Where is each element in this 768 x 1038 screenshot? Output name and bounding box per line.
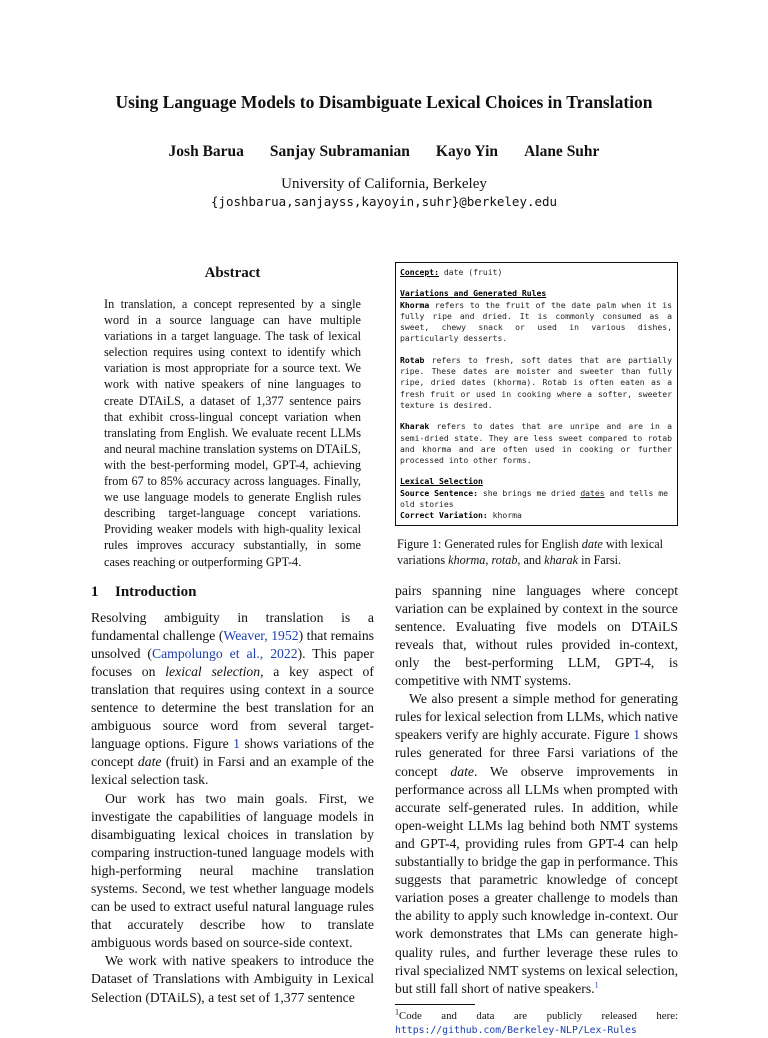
author-name: Alane Suhr [524,143,600,160]
text-run: Resolving ambiguity in translation is a fundamental challenge ( [91,609,374,643]
author-emails: {joshbarua,sanjayss,kayoyin,suhr}@berkeley.edu [210,194,558,209]
intro-paragraph-2: Our work has two main goals. First, we investigate the capabilities of language models in disambiguating lexical choices in translation by comparing instruction-tuned language models with high-performing neural machine translation systems. Second, we test whether language models can be used to extract useful natural language rules that accurately describe how to translate ambiguous words based on source-side context. [91,790,374,951]
text-run: with lexical variations [397,536,664,567]
footnote-1 [395,1009,678,1038]
text-run: (fruit) in Farsi and an example of the lexical selection task. [91,754,375,788]
footnote-number: 1 [395,1007,399,1017]
abstract-heading: Abstract [204,265,261,281]
source-label: Source Sentence: [400,487,478,498]
footnote-mark-link[interactable]: 1 [594,980,599,990]
text-run: ). This paper focuses on [91,645,375,679]
source-text: and tells me old stories [400,487,669,510]
figure-reference-link[interactable]: 1 [633,727,641,743]
text-run: , and [517,552,545,567]
emphasis: date [137,754,162,770]
rule-text: refers to fresh, soft dates that are partially ripe. These dates are moister and sweeter than fully ripe, dried dates (khorma). Rotab is often eaten as a fresh fruit or used in cooking where a softer, sweeter texture is desired. [400,354,672,410]
selection-heading: Lexical Selection [400,476,483,487]
emphasis: rotab [491,552,518,567]
right-paragraph-2 [395,690,678,998]
emphasis: kharak [544,552,579,567]
correct-variation-row [400,510,672,521]
affiliation: University of California, Berkeley [281,176,487,192]
ambiguous-word: dates [580,487,605,498]
rules-heading: Variations and Generated Rules [400,288,547,299]
text-run: in Farsi. [578,552,622,567]
footnote-text: Code and data are publicly released here: [399,1009,678,1022]
author-name: Kayo Yin [435,143,499,160]
emphasis: khorma [448,552,486,567]
correct-value: khorma [487,510,522,521]
intro-paragraph-1 [91,609,374,790]
left-column [91,262,374,1007]
rule-kharak [400,421,672,466]
right-column [395,262,678,1038]
text-run: , [485,552,492,567]
section-title: Introduction [115,583,197,600]
text-run: shows variations of the concept [91,736,374,770]
footnote-divider [395,1004,475,1005]
text-run: We also present a simple method for generating rules for lexical selection from LLMs, which native speakers verify are highly accurate. Figure [395,691,678,743]
rule-text: refers to the fruit of the date palm when it is fully ripe and dried. It is commonly consumed as a sweet, chewy snack or used in various dishes, particularly desserts. [400,299,672,344]
correct-label: Correct Variation: [400,510,488,521]
concept-value: date (fruit) [438,267,503,277]
rule-rotab [400,355,672,411]
text-run: ) that remains unsolved ( [91,627,374,661]
section-number: 1 [91,583,99,600]
rule-text: refers to dates that are unripe and are in a semi-dried state. They are less sweet compared to rotab and khorma and are often used in cooking or further processed into other forms. [400,421,672,466]
text-run: , a key aspect of translation that requires using context in a source sentence to determine the best translation for an ambiguous source word from several target-language options. Figure [91,663,374,752]
figure-1-caption [397,536,678,568]
text-run: Figure 1: Generated rules for English [397,536,582,551]
intro-paragraph-3: We work with native speakers to introduce the Dataset of Translations with Ambiguity in Lexical Selection (DTAiLS), a test set of 1,377 sentence [91,953,374,1005]
source-sentence-row [400,488,672,511]
figure-1-box [395,262,678,526]
author-list [0,143,768,161]
variation-word: Khorma [400,299,430,310]
rule-khorma [400,300,672,345]
variation-word: Kharak [400,421,430,432]
text-run: shows rules generated for three Farsi variations of the concept [395,727,679,779]
author-name: Sanjay Subramanian [269,143,410,160]
variation-word: Rotab [400,354,425,365]
repository-url-link[interactable]: https://github.com/Berkeley-NLP/Lex-Rules [395,1024,637,1036]
paper-title: Using Language Models to Disambiguate Lexical Choices in Translation [115,92,653,112]
citation-link[interactable]: Weaver, 1952 [223,627,299,643]
text-run: . We observe improvements in performance across all LLMs when prompted with accurate self-generated rules. In addition, while open-weight LLMs lag behind both NMT systems and GPT-4, providing rules from GPT-4 can help substantially to bridge the gap in performance. This suggests that parametric knowledge of concept variation poses a greater challenge to models than the ability to apply such knowledge in-context. Our work demonstrates that LMs can generate high-quality rules, and further leverage these rules to rival specialized NMT systems on lexical selection, but still fall short of native speakers. [395,763,679,996]
right-paragraph-1: pairs spanning nine languages where concept variation can be explained by context in the source sentence. Evaluating five models on DTAiLS reveals that, without rules provided in-context, only the best-performing LLM, GPT-4, is competitive with NMT systems. [395,582,678,689]
emphasis: lexical selection [165,663,261,679]
emphasis: date [581,536,603,551]
figure-concept-row [400,267,672,278]
source-text: she brings me dried [477,487,581,498]
author-name: Josh Barua [168,143,244,160]
concept-label: Concept: [400,267,439,277]
citation-link[interactable]: Campolungo et al., 2022 [151,645,298,661]
emphasis: date [450,763,474,779]
figure-reference-link[interactable]: 1 [233,736,240,752]
section-heading-introduction [91,584,374,601]
abstract-text: In translation, a concept represented by a single word in a source language can have multiple variations in a target language. The task of lexical selection requires using context to identify which variation is most appropriate for a source text. We work with native speakers of nine languages to create DTAiLS, a dataset of 1,377 sentence pairs that exhibit cross-lingual concept variation when translating from English. We evaluate recent LLMs and neural machine translation systems on DTAiLS, with the best-performing model, GPT-4, achieving from 67 to 85% accuracy across languages. Finally, we use language models to generate English rules describing target-language concept variations. Providing weaker models with high-quality lexical rules improves accuracy substantially, in some cases reaching or outperforming GPT-4. [104,297,361,569]
